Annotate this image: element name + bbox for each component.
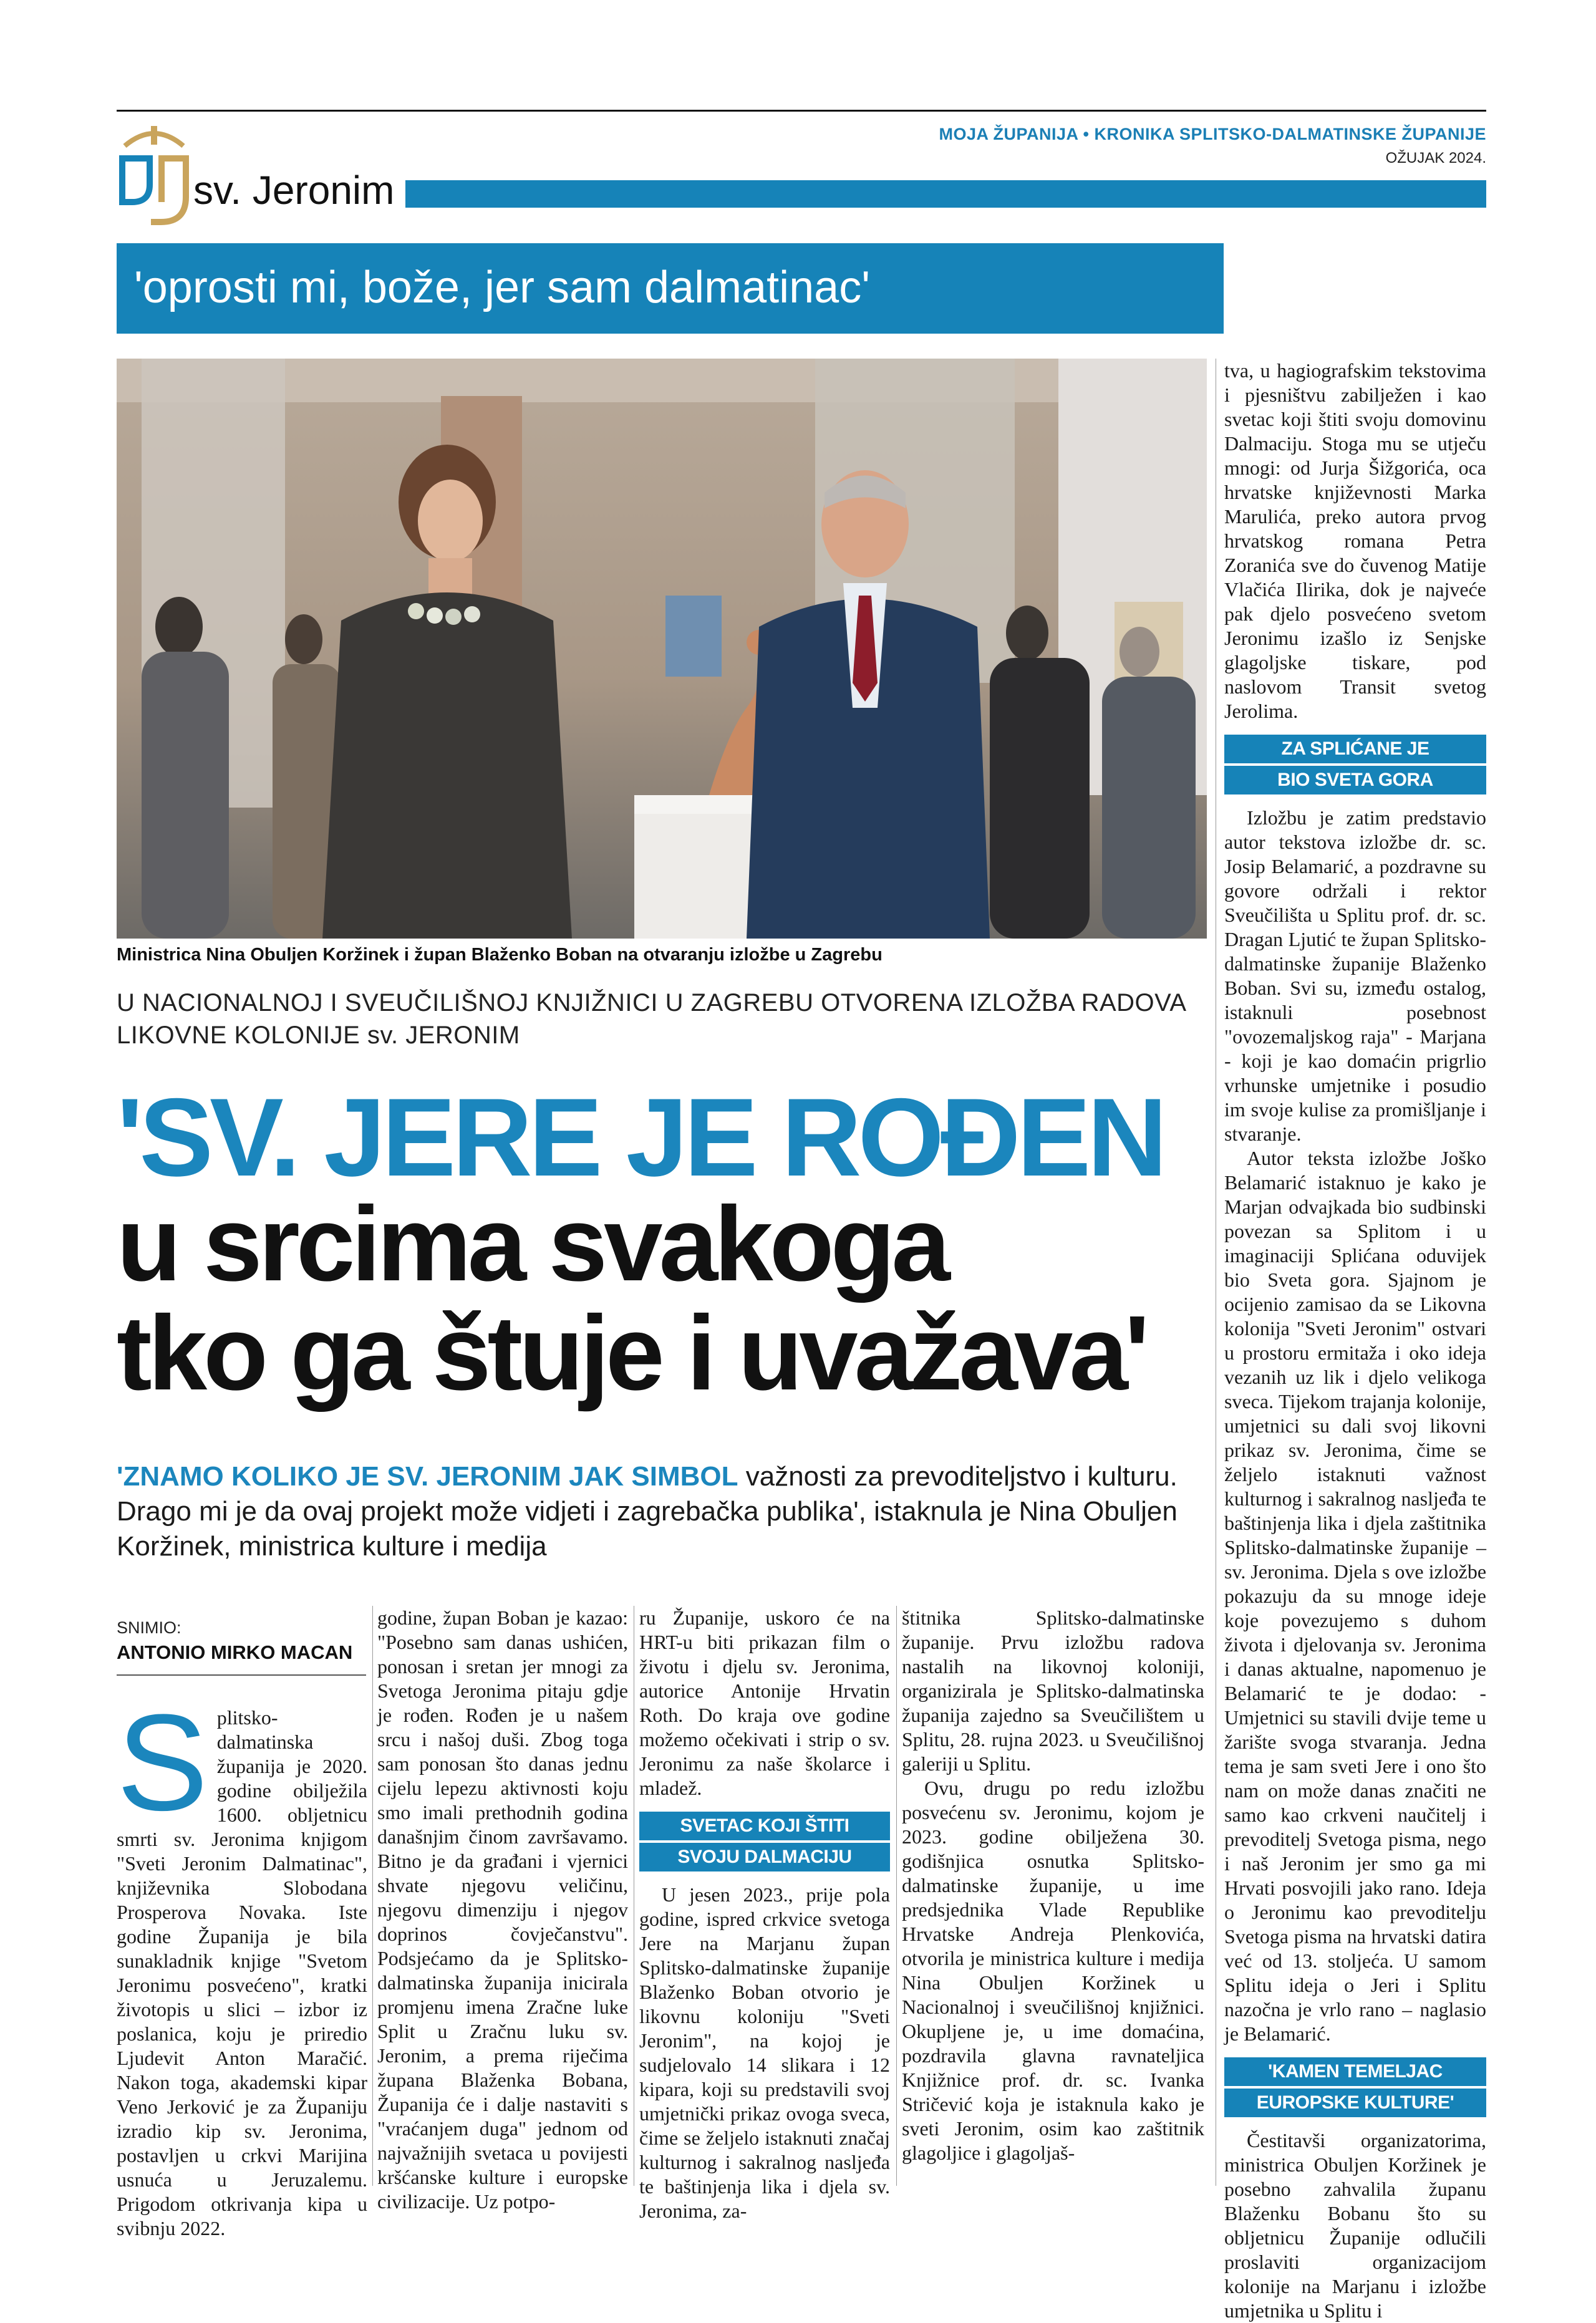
- headline-line-3: tko ga štuje i uvažava': [117, 1294, 1146, 1413]
- body-paragraph: štitnika Splitsko-dalmatinske županije. Prvu izložbu radova nastalih na likovnoj koloniji, organizirala je Splitsko-dalmatinska županija zajedno sa Sveučilištem u Splitu, 28. rujna 2023. u Sveučilišnoj galeriji u Splitu.: [902, 1606, 1204, 1775]
- body-paragraph: Čestitavši organizatorima, ministrica Obuljen Koržinek je posebno zahvalila županu Blaženku Bobanu što su obljetnicu Županije odlučili proslaviti organizacijom kolonije na Marjanu i izložbe umjetnika u Splitu i: [1224, 2129, 1486, 2322]
- subhead-line: BIO SVETA GORA: [1224, 766, 1486, 794]
- sv-jeronim-logo: [114, 122, 195, 228]
- subhead-line: ZA SPLIĆANE JE: [1224, 735, 1486, 763]
- body-paragraph: godine, župan Boban je kazao: "Posebno sam danas ushićen, ponosan i sretan jer mnogi za Svetoga Jeronima pitaju gdje je rođen. Rođen je u našem srcu i našoj duši. Zbog toga sam ponosan što danas jednu cijelu lepezu aktivnosti koju smo imali prethodnih godina današnjim činom završavamo. Bitno je da građani i vjernici shvate njegovu veličinu, njegovu dimenziju i njegov doprinos čovječanstvu". Podsjećamo da je Splitsko-dalmatinska županija inicirala promjenu imena Zračne luke Split u Zračnu luku sv. Jeronim, a prema riječima župana Blaženka Bobana, Županija će i dalje nastaviti s "vraćanjem duga" jednom od najvažnijih svetaca u povijesti kršćanske kulture i europske civilizacije. Uz potpo-: [377, 1606, 628, 2213]
- event-photo: [117, 359, 1207, 939]
- lead-rest: važnosti za prevoditeljstvo i kulturu. Drago mi je da ovaj projekt može vidjeti i zagrebačka publika', istaknula je Nina Obuljen Koržinek, ministrica kulture i medija: [117, 1461, 1178, 1562]
- banner-text: 'oprosti mi, bože, jer sam dalmatinac': [134, 263, 870, 312]
- body-paragraph: ru Županije, uskoro će na HRT-u biti prikazan film o životu i djelu sv. Jeronima, autorice Antonije Hrvatin Roth. Do kraja ove godine možemo očekivati i strip o sv. Jeronimu za naše školarce i mladež.: [639, 1606, 890, 1799]
- body-paragraph: Izložbu je zatim predstavio autor tekstova izložbe dr. sc. Josip Belamarić, a pozdravne su govore održali i rektor Sveučilišta u Splitu prof. dr. sc. Dragan Ljutić te župan Splitsko-dalmatinske županije Blaženko Boban. Svi su, između ostalog, istaknuli posebnost "ovozemaljskog raja" - Marjana - koji je kao domaćin prigrlio vrhunske umjetnike i posudio im svoje kulise za promišljanje i stvaranje.: [1224, 806, 1486, 1145]
- headline-line-1: 'SV. JERE JE ROĐEN: [117, 1075, 1164, 1199]
- body-paragraph: Ovu, drugu po redu izložbu posvećenu sv. Jeronimu, kojom je 2023. godine obilježena 30. godišnjica osnutka Splitsko-dalmatinske županije, u ime predsjednika Vlade Republike Hrvatske Andreja Plenkovića, otvorila je ministrica kulture i medija Nina Obuljen Koržinek u Nacionalnoj i sveučilišnoj knjižnici. Okupljene je, u ime domaćina, pozdravila glavna ravnateljica Knjižnice prof. dr. sc. Ivanka Stričević koja je istaknula kako je sveti Jeronim, osim kao zaštitnik glagoljice i glagoljaš-: [902, 1777, 1204, 2164]
- subhead-line: EUROPSKE KULTURE': [1224, 2089, 1486, 2117]
- credit-rule: [117, 1674, 366, 1676]
- body-column-3: [639, 1606, 890, 2223]
- column-rule: [896, 1606, 897, 2186]
- publication-line: MOJA ŽUPANIJA • KRONIKA SPLITSKO-DALMATINSKE ŽUPANIJE: [939, 125, 1486, 143]
- subhead-line: SVETAC KOJI ŠTITI: [639, 1812, 890, 1840]
- subhead-line: SVOJU DALMACIJU: [639, 1843, 890, 1871]
- dropcap: S: [117, 1686, 208, 1839]
- subhead-kamen: [1224, 2057, 1486, 2117]
- kicker: U NACIONALNOJ I SVEUČILIŠNOJ KNJIŽNICI U ZAGREBU OTVORENA IZLOŽBA RADOVA LIKOVNE KOLONIJE sv. JERONIM: [117, 989, 1186, 1049]
- column-rule: [372, 1606, 373, 2186]
- section-name: sv. Jeronim: [193, 168, 395, 213]
- body-column-4: [902, 1606, 1204, 2165]
- photo-caption: Ministrica Nina Obuljen Koržinek i župan Blaženko Boban na otvaranju izložbe u Zagrebu: [117, 945, 883, 965]
- section-bar: [405, 180, 1486, 208]
- subhead-line: 'KAMEN TEMELJAC: [1224, 2057, 1486, 2086]
- photo-credit-name: ANTONIO MIRKO MACAN: [117, 1641, 353, 1663]
- photo-credit-label: SNIMIO:: [117, 1618, 181, 1637]
- body-paragraph: plitsko-dalmatinska županija je 2020. godine obilježila 1600. obljetnicu smrti sv. Jeronima knjigom "Sveti Jeronim Dalmatinac", književnika Slobodana Prosperova Novaka. Iste godine Županija je bila sunakladnik knjige "Svetom Jeronimu posvećeno", kratki životopis u slici – izbor iz poslanica, koju je priredio Ljudevit Anton Maračić. Nakon toga, akademski kipar Veno Jerković je za Županiju izradio kip sv. Jeronima, postavljen u crkvi Marijina usnuća u Jeruzalemu. Prigodom otkrivanja kipa u svibnju 2022.: [117, 1706, 367, 2239]
- top-rule: [117, 110, 1486, 112]
- lead-strong: 'ZNAMO KOLIKO JE SV. JERONIM JAK SIMBOL: [117, 1461, 738, 1492]
- body-column-2: [377, 1606, 628, 2214]
- body-paragraph: tva, u hagiografskim tekstovima i pjesništvu zabilježen i kao svetac koji štiti svoju domovinu Dalmaciju. Stoga mu se utječu mnogi: od Jurja Šižgorića, oca hrvatske književnosti Marka Marulića, preko autora prvog hrvatskog romana Petra Zoranića sve do čuvenog Matije Vlačića Ilirika, dok je najveće pak djelo posvećeno svetom Jeronimu izašlo iz Senjske glagoljske tiskare, pod naslovom Transit svetog Jerolima.: [1224, 359, 1486, 722]
- body-paragraph: Autor teksta izložbe Joško Belamarić istaknuo je kako je Marjan odvajkada bio sudbinski povezan sa Splitom i u imaginaciji Splićana oduvijek bio Sveta gora. Sjajnom je ocijenio zamisao da se Likovna kolonija "Sveti Jeronim" ostvari u prostoru ermitaža i oko ideja vezanih uz lik i djelo velikoga sveca. Tijekom trajanja kolonije, umjetnici su dali svoj likovni prikaz sv. Jeronima, čime se željelo istaknuti važnost kulturnog i sakralnog nasljeđa te baštinjenja lika i djela zaštitnika Splitsko-dalmatinske županije – sv. Jeronima. Djela s ove izložbe pokazuju da su mnoge ideje koje povezujemo s duhom života i djelovanja sv. Jeronima i danas aktualne, napomenuo je Belamarić te je dodao: - Umjetnici su stavili dvije teme u žarište svoga stvaranja. Jedna tema je sam sveti Jere i ono što nam on može danas značiti ne samo kao crkveni naučitelj i prevoditelj Svetoga pisma, nego i naš Jeronim jer smo ga mi Hrvati posvojili jako rano. Ideja o Jeronimu kao prevoditelju Svetoga pisma na hrvatski datira već od 13. stoljeća. U samom Splitu ideja o Jeri i Splitu nazočna je vrlo rano – naglasio je Belamarić.: [1224, 1147, 1487, 2045]
- photo-illustration: [117, 359, 1207, 939]
- publication-date: OŽUJAK 2024.: [1385, 150, 1486, 167]
- lead-paragraph: [117, 1459, 1214, 1564]
- subhead-svetac: [639, 1812, 890, 1871]
- headline-line-2: u srcima svakoga: [117, 1185, 947, 1303]
- body-column-5: [1224, 359, 1486, 2323]
- body-paragraph: U jesen 2023., prije pola godine, ispred crkvice svetoga Jere na Marjanu župan Splitsko-dalmatinske županije Blaženko Boban otvorio je likovnu koloniju "Sveti Jeronim", na kojoj je sudjelovalo 14 slikara i 12 kipara, koji su predstavili svoj umjetnički prikaz ovoga sveca, čime se željelo istaknuti značaj kulturnog i sakralnog nasljeđa te baštinjenja lika i djela sv. Jeronima, za-: [639, 1883, 890, 2222]
- subhead-splicani: [1224, 735, 1486, 794]
- body-column-1: [117, 1686, 367, 2241]
